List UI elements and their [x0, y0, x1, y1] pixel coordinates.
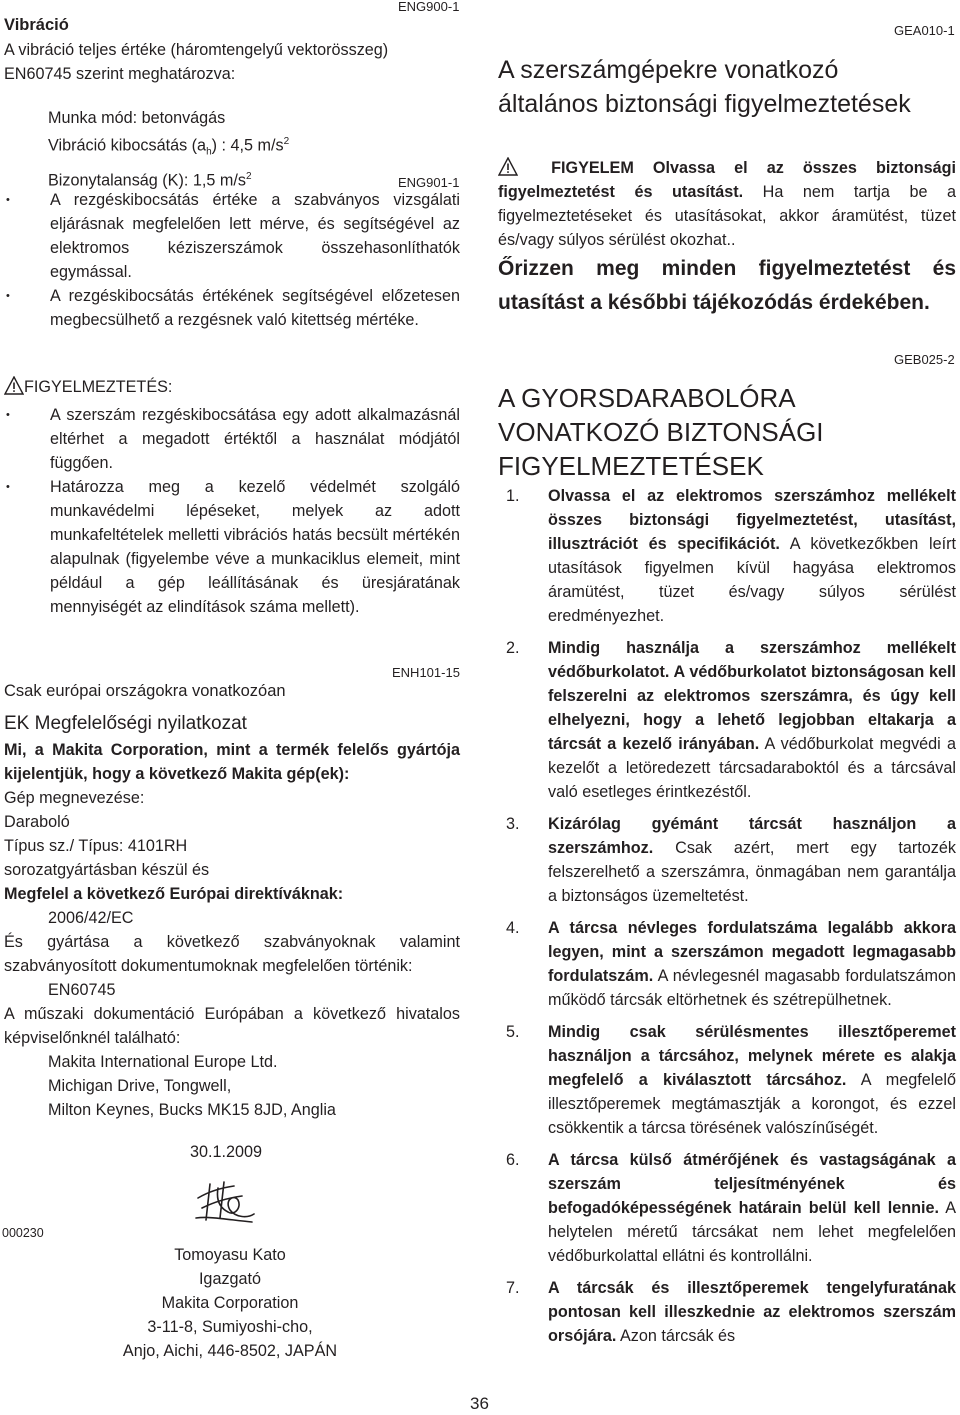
doc-code: GEB025-2 — [894, 352, 955, 367]
warning-heading: FIGYELMEZTETÉS: — [4, 375, 172, 399]
safety-list — [498, 484, 956, 1356]
address-line: Makita International Europe Ltd. — [48, 1053, 278, 1071]
list-item: • A szerszám rezgéskibocsátása egy adott alkalmazásnál eltérhet a megadott értéktől a használat módjától függően. — [4, 403, 460, 475]
list-item: 4. A tárcsa névleges fordulatszáma legalább akkora legyen, mint a szerszámon megadott legmagasabb fordulatszám. A névlegesnél magasabb fordulatszámon működő tárcsák eltörhetnek és szétrepülhetnek. — [506, 919, 956, 1009]
type-number: Típus sz./ Típus: 4101RH — [4, 837, 188, 855]
company-name: Makita Corporation — [161, 1294, 299, 1312]
vibration-intro: A vibráció teljes értéke (háromtengelyű vektorösszeg) EN60745 szerint meghatározva: — [4, 41, 389, 83]
machine-name: Daraboló — [4, 813, 70, 831]
list-item: 7. A tárcsák és illesztőperemek tengelyfuratának pontosan kell illeszkednie az elektromos szerszám orsójára. Azon tárcsák és — [506, 1279, 956, 1345]
vibration-emission: Vibráció kibocsátás $(a_h)$ : 4,5 $m/s^2$ — [48, 136, 290, 158]
uncertainty: Bizonytalanság (K): 1,5 $m/s^2$ — [48, 170, 252, 190]
document-number: 000230 — [2, 1226, 44, 1240]
general-warning: FIGYELEM Olvassa el az összes biztonsági figyelmeztetést és utasítást. Ha nem tartja be a figyelmeztetéseket és utasításokat, akkor áramütést, tüzet és/vagy súlyos sérülést okozhat.. — [498, 159, 956, 249]
signer-block — [90, 1243, 370, 1363]
list-item: 2. Mindig használja a szerszámhoz mellékelt védőburkolatot. A védőburkolatot biztonságosan kell felszerelni az elektromos szerszámra, és úgy kell elhelyezni, hogy a lehető legjobban eltakarja a tárcsát a kezelő irányában. A védőburkolat megvédi a kezelőt a letöredezett tárcsadaraboktól és a tárcsával való esetleges érintkezéstől. — [506, 639, 956, 801]
list-item: 1. Olvassa el az elektromos szerszámhoz mellékelt összes biztonsági figyelmeztetést, utasítást, illusztrációt és specifikációt. A következőkben leírt utasítások figyelmen kívül hagyása elektromos áramütést, tüzet és/vagy súlyos sérülést eredményezhet. — [506, 487, 956, 625]
list-item: 3. Kizárólag gyémánt tárcsát használjon a szerszámhoz. Csak azért, mert egy tartozék felszerelhető a szerszámra, önmagában nem garantálja a biztonságos üzemeltetést. — [506, 815, 956, 905]
section-title: Vibráció — [4, 16, 69, 34]
signer-name: Tomoyasu Kato — [174, 1246, 286, 1264]
warning-triangle-icon — [498, 157, 518, 176]
doc-code: ENG901-1 — [398, 175, 460, 190]
work-mode: Munka mód: betonvágás — [48, 109, 226, 127]
eu-only: Csak európai országokra vonatkozóan — [4, 682, 286, 700]
warning-triangle-icon — [4, 376, 24, 395]
company-address: 3-11-8, Sumiyoshi-cho, — [147, 1318, 313, 1336]
doc-code: GEA010-1 — [894, 23, 955, 38]
standards-text: És gyártása a következő szabványoknak valamint szabványosított dokumentumoknak megfelelően történik: — [4, 933, 460, 975]
doc-code: ENG900-1 — [398, 0, 460, 14]
keep-instructions: Őrizzen meg minden figyelmeztetést és utasítást a későbbi tájékozódás érdekében. — [498, 257, 956, 314]
tech-doc-text: A műszaki dokumentáció Európában a következő hivatalos képviselőnknél található: — [4, 1005, 460, 1047]
list-item: 6. A tárcsa külső átmérőjének és vastagságának a szerszám teljesítményének és befogadóképességének határain belül kell lennie. A helytelen méretű tárcsákat nem lehet megfelelően védőburkolattal ellátni és kontrollálni. — [506, 1151, 956, 1265]
standard: EN60745 — [48, 981, 116, 999]
company-address: Anjo, Aichi, 446-8502, JAPÁN — [122, 1342, 338, 1360]
list-item: 5. Mindig csak sérülésmentes illesztőperemet használjon a tárcsához, melynek mérete es alakja megfelelő a kiválasztott tárcsához. A megfelelő illesztőperemek megtámasztják a korongot, és ezzel csökkentik a tárcsa törésének valószínűségét. — [506, 1023, 956, 1137]
ek-title: EK Megfelelőségi nyilatkozat — [4, 713, 247, 734]
bullet-list-1 — [4, 188, 460, 332]
bullet-list-2 — [4, 403, 460, 619]
doc-code: ENH101-15 — [392, 665, 460, 680]
directives-label: Megfelel a következő Európai direktíváknak: — [4, 885, 344, 903]
machine-name-label: Gép megnevezése: — [4, 789, 145, 807]
list-item: • A rezgéskibocsátás értéke a szabványos vizsgálati eljárásnak megfelelően lett mérve, és segítségével az elektromos kéziszerszámok összehasonlíthatók egymással. — [4, 188, 460, 284]
list-item: • Határozza meg a kezelő védelmét szolgáló munkavédelmi lépéseket, melyek az adott munkafeltételek melletti vibrációs hatás becsült mértékén alapulnak (figyelembe véve a munkaciklus elemeit, mint például a gép leállításának és üresjáratának mennyiségét az elindítások száma mellett). — [4, 475, 460, 619]
cut-off-safety-heading: A GYORSDARABOLÓRA VONATKOZÓ BIZTONSÁGI FIGYELMEZTETÉSEK — [498, 383, 824, 481]
list-item: • A rezgéskibocsátás értékének segítségével előzetesen megbecsülhető a rezgésnek való kitettség mértéke. — [4, 284, 460, 332]
page-number: 36 — [470, 1394, 489, 1413]
address-line: Milton Keynes, Bucks MK15 8JD, Anglia — [48, 1101, 336, 1119]
series-production: sorozatgyártásban készül és — [4, 861, 210, 879]
signer-title: Igazgató — [198, 1270, 262, 1288]
signature-image — [190, 1178, 260, 1226]
address-line: Michigan Drive, Tongwell, — [48, 1077, 232, 1095]
declaration-block — [4, 738, 460, 1122]
declaration-intro: Mi, a Makita Corporation, mint a termék felelős gyártója kijelentjük, hogy a következő Makita gép(ek): — [4, 741, 460, 783]
general-safety-heading: A szerszámgépekre vonatkozó általános biztonsági figyelmeztetések — [498, 56, 911, 118]
directive: 2006/42/EC — [48, 909, 134, 927]
declaration-date: 30.1.2009 — [190, 1143, 263, 1161]
